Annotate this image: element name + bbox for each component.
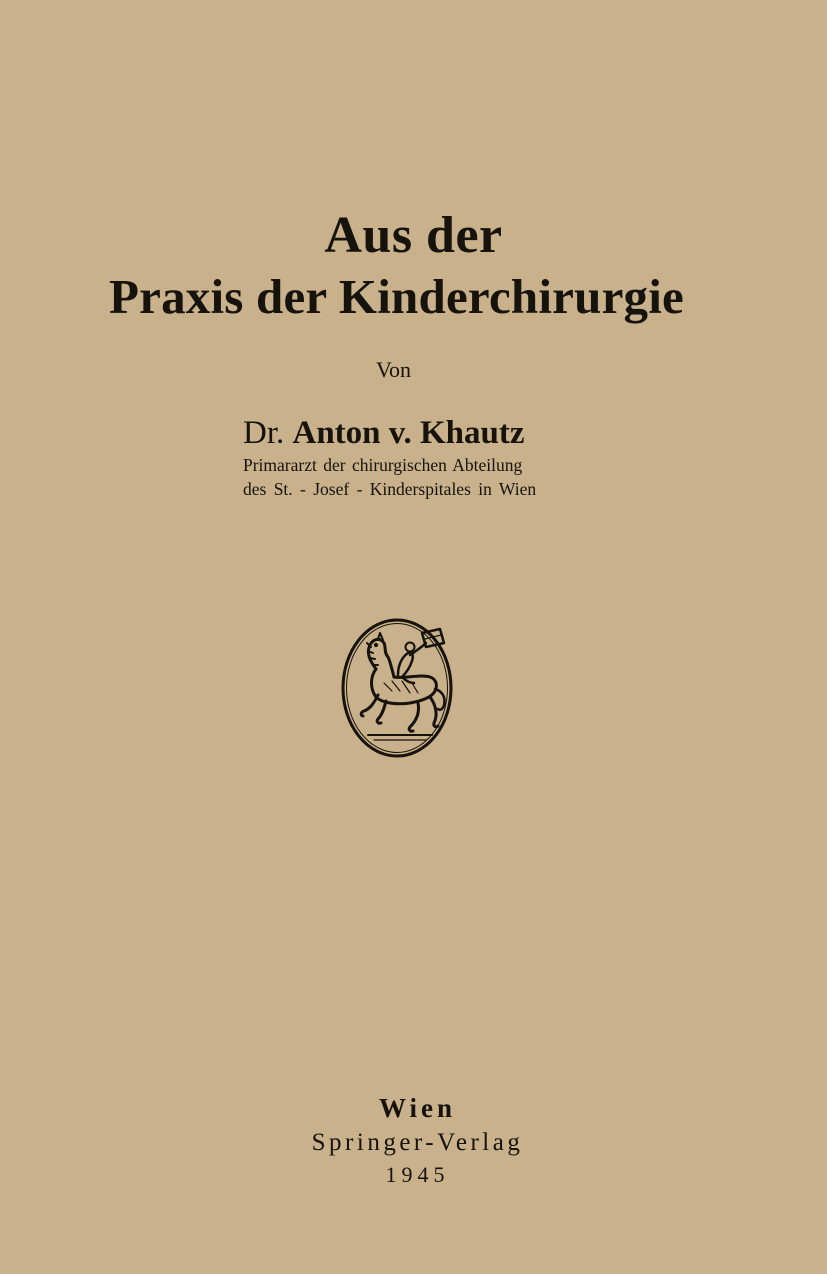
title-line-2: Praxis der Kinderchirurgie bbox=[109, 269, 684, 324]
publisher-city: Wien bbox=[378, 1093, 456, 1123]
publication-year: 1945 bbox=[385, 1162, 450, 1187]
author-prefix: Dr. bbox=[243, 415, 285, 451]
springer-horse-rider-emblem-icon bbox=[340, 617, 454, 759]
author-name bbox=[243, 413, 573, 453]
title-line-1: Aus der bbox=[324, 207, 503, 264]
author-affiliation-line-2: des St. - Josef - Kinderspitales in Wien bbox=[243, 479, 537, 499]
by-line: Von bbox=[376, 357, 412, 382]
author-full-name: Anton v. Khautz bbox=[292, 415, 525, 451]
author-affiliation-line-1: Primararzt der chirurgischen Abteilung bbox=[243, 455, 523, 475]
author-block bbox=[243, 413, 573, 501]
publisher-name: Springer-Verlag bbox=[311, 1129, 524, 1156]
